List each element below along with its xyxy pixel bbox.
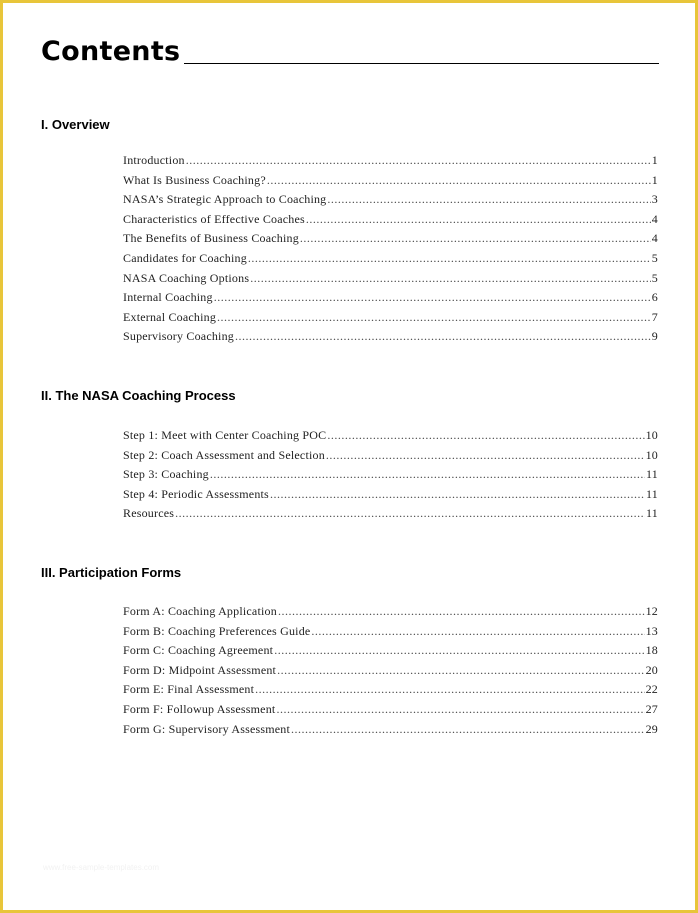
page-title: Contents — [41, 36, 181, 67]
toc-list-coaching-process — [123, 428, 658, 526]
toc-entry-page: 10 — [645, 428, 658, 442]
toc-entry-label: Step 1: Meet with Center Coaching POC — [123, 428, 327, 442]
toc-entry-label: Resources — [123, 506, 175, 521]
title-rule — [184, 63, 659, 64]
toc-entry-label: Internal Coaching — [123, 290, 213, 305]
toc-entry-label: Introduction — [123, 153, 185, 167]
toc-entry-page: 3 — [651, 192, 658, 207]
dot-leader — [235, 329, 651, 344]
toc-entry[interactable] — [123, 428, 658, 448]
toc-entry[interactable] — [123, 271, 658, 291]
dot-leader — [210, 467, 645, 482]
toc-entry-page: 4 — [651, 211, 658, 226]
dot-leader — [255, 682, 644, 697]
dot-leader — [270, 487, 645, 502]
dot-leader — [248, 251, 651, 266]
toc-entry-page: 6 — [651, 290, 658, 305]
toc-entry[interactable] — [123, 487, 658, 507]
dot-leader — [214, 290, 651, 305]
toc-entry-page: 11 — [646, 486, 658, 501]
toc-entry-page: 18 — [645, 643, 658, 658]
dot-leader — [267, 173, 651, 188]
dot-leader — [277, 663, 645, 678]
toc-entry[interactable] — [123, 467, 658, 487]
dot-leader — [186, 153, 651, 168]
toc-entry-page: 11 — [646, 467, 658, 482]
toc-entry-page: 11 — [646, 506, 658, 521]
toc-entry-label: Step 3: Coaching — [123, 467, 209, 482]
toc-entry[interactable] — [123, 702, 658, 722]
toc-entry-label: The Benefits of Business Coaching — [123, 231, 299, 246]
toc-entry-page: 20 — [645, 662, 658, 677]
toc-entry-label: Form B: Coaching Preferences Guide — [123, 623, 311, 638]
toc-entry-label: NASA Coaching Options — [123, 270, 250, 285]
toc-entry-label: What Is Business Coaching? — [123, 172, 266, 187]
toc-entry-page: 7 — [651, 309, 658, 324]
toc-entry[interactable] — [123, 192, 658, 212]
toc-list-overview — [123, 153, 658, 349]
dot-leader — [175, 506, 645, 521]
toc-entry[interactable] — [123, 682, 658, 702]
toc-entry-page: 4 — [651, 231, 658, 246]
toc-entry-label: Form E: Final Assessment — [123, 682, 255, 697]
section-heading-overview: I. Overview — [41, 117, 110, 132]
dot-leader — [327, 428, 644, 443]
watermark: www.free-sample-templates.com — [43, 863, 160, 872]
section-heading-coaching-process: II. The NASA Coaching Process — [41, 388, 236, 403]
toc-entry-label: Form G: Supervisory Assessment — [123, 721, 291, 736]
toc-entry-label: Form F: Followup Assessment — [123, 701, 276, 716]
dot-leader — [327, 192, 650, 207]
toc-list-participation-forms — [123, 604, 658, 741]
toc-entry[interactable] — [123, 231, 658, 251]
toc-entry-page: 13 — [645, 623, 658, 638]
dot-leader — [276, 702, 644, 717]
toc-entry-label: Candidates for Coaching — [123, 250, 247, 265]
section-heading-participation-forms: III. Participation Forms — [41, 565, 182, 580]
toc-entry-label: Form D: Midpoint Assessment — [123, 662, 277, 677]
dot-leader — [300, 231, 651, 246]
toc-entry-page: 29 — [645, 721, 658, 736]
toc-entry[interactable] — [123, 448, 658, 468]
toc-entry[interactable] — [123, 153, 658, 173]
toc-entry-page: 1 — [651, 153, 658, 167]
toc-entry-page: 27 — [645, 701, 658, 716]
dot-leader — [278, 604, 645, 619]
toc-entry[interactable] — [123, 663, 658, 683]
toc-entry[interactable] — [123, 290, 658, 310]
toc-entry-label: Step 4: Periodic Assessments — [123, 486, 269, 501]
toc-entry-page: 10 — [645, 447, 658, 462]
toc-entry[interactable] — [123, 212, 658, 232]
toc-entry[interactable] — [123, 251, 658, 271]
toc-entry-page: 1 — [651, 172, 658, 187]
dot-leader — [306, 212, 651, 227]
dot-leader — [274, 643, 644, 658]
toc-entry-label: Step 2: Coach Assessment and Selection — [123, 447, 325, 462]
dot-leader — [311, 624, 644, 639]
toc-entry[interactable] — [123, 604, 658, 624]
toc-entry[interactable] — [123, 722, 658, 742]
toc-entry-label: Form C: Coaching Agreement — [123, 643, 274, 658]
dot-leader — [250, 271, 651, 286]
toc-entry[interactable] — [123, 624, 658, 644]
toc-entry-label: Characteristics of Effective Coaches — [123, 211, 305, 226]
dot-leader — [291, 722, 645, 737]
toc-entry-label: External Coaching — [123, 309, 217, 324]
dot-leader — [217, 310, 651, 325]
toc-entry[interactable] — [123, 329, 658, 349]
toc-entry-page: 9 — [651, 329, 658, 344]
toc-entry-label: Supervisory Coaching — [123, 329, 234, 344]
toc-entry-page: 22 — [645, 682, 658, 697]
toc-entry[interactable] — [123, 173, 658, 193]
toc-entry[interactable] — [123, 643, 658, 663]
toc-entry[interactable] — [123, 310, 658, 330]
toc-entry-page: 12 — [645, 604, 658, 618]
toc-entry-label: Form A: Coaching Application — [123, 604, 277, 618]
toc-entry-label: NASA’s Strategic Approach to Coaching — [123, 192, 327, 207]
title-row — [41, 37, 659, 67]
toc-entry-page: 5 — [651, 250, 658, 265]
toc-entry[interactable] — [123, 506, 658, 526]
toc-entry-page: 5 — [651, 270, 658, 285]
dot-leader — [326, 448, 645, 463]
